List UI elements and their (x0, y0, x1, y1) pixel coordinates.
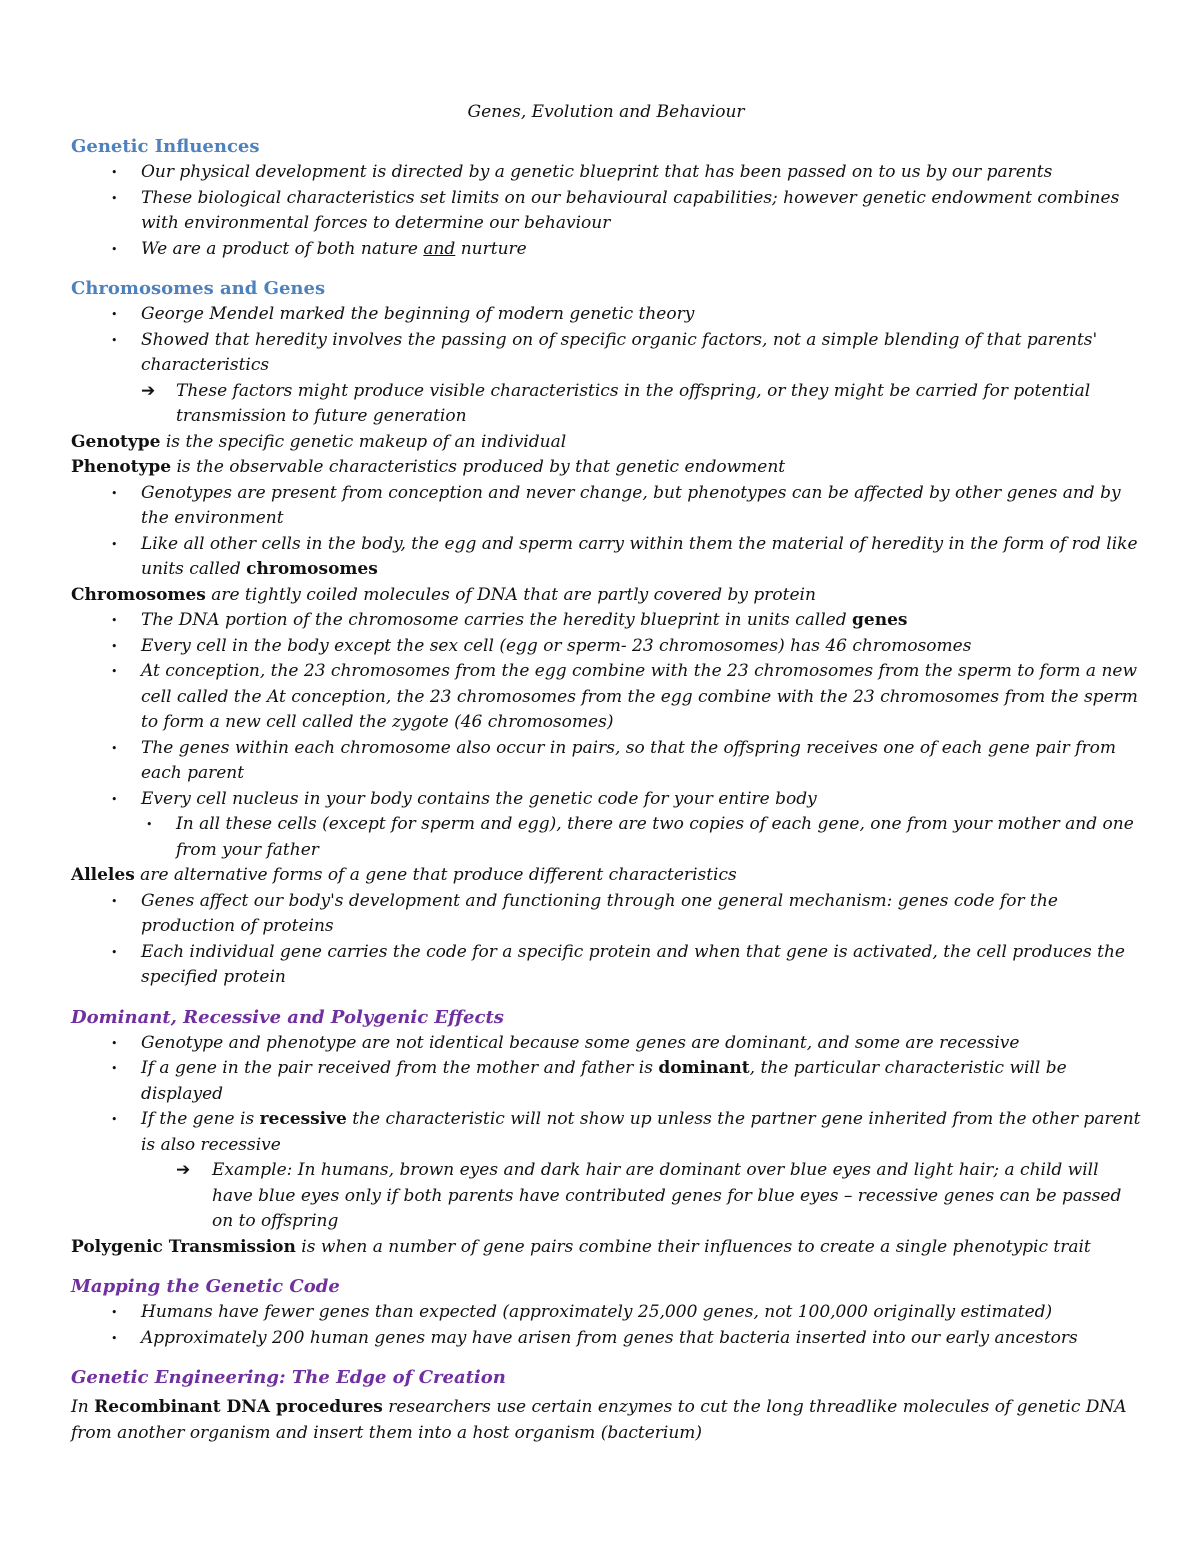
list-item: ➔ These factors might produce visible characteristics in the offspring, or they might be carried for potential transmission to future generation (141, 380, 1091, 426)
list-item: • Genotypes are present from conception and never change, but phenotypes can be affected by other genes and by the environment (71, 481, 1141, 532)
list-item: • In all these cells (except for sperm and egg), there are two copies of each gene, one from your mother and one from your father (71, 812, 1141, 863)
list-item: • The DNA portion of the chromosome carries the heredity blueprint in units called genes (71, 608, 1141, 634)
bullet-list (71, 1300, 1141, 1351)
list-item: • At conception, the 23 chromosomes from the egg combine with the 23 chromosomes from the sperm to form a new cell called the At conception, the 23 chromosomes from the egg combine with the 23 chromosomes from the sperm to form a new cell called the zygote (46 chromosomes) (71, 659, 1141, 736)
list-item: • If the gene is recessive the characteristic will not show up unless the partner gene inherited from the other parent is also recessive (71, 1107, 1141, 1158)
section-genetic-influences (71, 134, 1141, 262)
section-heading: Genetic Engineering: The Edge of Creation (71, 1367, 506, 1388)
list-item: • Approximately 200 human genes may have arisen from genes that bacteria inserted into our early ancestors (71, 1326, 1141, 1352)
definition-alleles: Alleles are alternative forms of a gene that produce different characteristics (71, 865, 737, 885)
list-item: • Every cell in the body except the sex cell (egg or sperm- 23 chromosomes) has 46 chromosomes (71, 634, 1141, 660)
list-item: • Showed that heredity involves the passing on of specific organic factors, not a simple blending of that parents' characteristics (71, 328, 1141, 379)
list-item: • Genes affect our body's development and functioning through one general mechanism: genes code for the production of proteins (71, 889, 1141, 940)
bullet-list (71, 889, 1141, 991)
section-mapping (71, 1274, 1141, 1351)
arrow-right-icon: ➔ (141, 380, 156, 401)
definition-polygenic: Polygenic Transmission is when a number of gene pairs combine their influences to create a single phenotypic trait (71, 1236, 1091, 1257)
document-page (71, 100, 1141, 1446)
paragraph-recombinant: In Recombinant DNA procedures researchers use certain enzymes to cut the long threadlike molecules of genetic DNA from another organism and insert them into a host organism (bacterium) (71, 1397, 1127, 1443)
bullet-list (71, 1031, 1141, 1235)
section-chromosomes-and-genes (71, 276, 1141, 991)
section-heading: Genetic Influences (71, 136, 260, 157)
list-item: • Every cell nucleus in your body contains the genetic code for your entire body (71, 787, 1141, 813)
section-heading: Dominant, Recessive and Polygenic Effects (71, 1006, 504, 1028)
list-item: • Genotype and phenotype are not identical because some genes are dominant, and some are recessive (71, 1031, 1141, 1057)
list-item: • If a gene in the pair received from the mother and father is dominant, the particular characteristic will be displayed (71, 1056, 1141, 1107)
list-item: • Our physical development is directed by a genetic blueprint that has been passed on to us by our parents (71, 160, 1141, 186)
list-item: • Like all other cells in the body, the egg and sperm carry within them the material of heredity in the form of rod like units called chromosomes (71, 532, 1141, 583)
list-item: • George Mendel marked the beginning of modern genetic theory (71, 302, 1141, 328)
list-item: • These biological characteristics set limits on our behavioural capabilities; however genetic endowment combines with environmental forces to determine our behaviour (71, 186, 1141, 237)
list-item: • We are a product of both nature and nurture (71, 237, 1141, 263)
section-heading: Mapping the Genetic Code (71, 1276, 340, 1297)
section-dominant-recessive (71, 1005, 1141, 1261)
definition-genotype: Genotype is the specific genetic makeup of an individual (71, 431, 567, 452)
bullet-list (71, 302, 1141, 430)
list-item: • Humans have fewer genes than expected (approximately 25,000 genes, not 100,000 originally estimated) (71, 1300, 1141, 1326)
list-item: • The genes within each chromosome also occur in pairs, so that the offspring receives one of each gene pair from each parent (71, 736, 1141, 787)
bullet-list (71, 481, 1141, 583)
bullet-list (71, 160, 1141, 262)
section-genetic-engineering (71, 1365, 1141, 1446)
page-title: Genes, Evolution and Behaviour (467, 102, 745, 122)
bullet-list (71, 608, 1141, 863)
list-item: ➔ Example: In humans, brown eyes and dark hair are dominant over blue eyes and light hair; a child will have blue eyes only if both parents have contributed genes for blue eyes – recessive genes can be passed on to offspring (176, 1160, 1122, 1231)
section-heading: Chromosomes and Genes (71, 278, 326, 299)
definition-chromosomes: Chromosomes are tightly coiled molecules of DNA that are partly covered by protein (71, 584, 816, 605)
arrow-right-icon: ➔ (176, 1160, 191, 1180)
list-item: • Each individual gene carries the code for a specific protein and when that gene is activated, the cell produces the specified protein (71, 940, 1141, 991)
definition-phenotype: Phenotype is the observable characteristics produced by that genetic endowment (71, 457, 786, 477)
